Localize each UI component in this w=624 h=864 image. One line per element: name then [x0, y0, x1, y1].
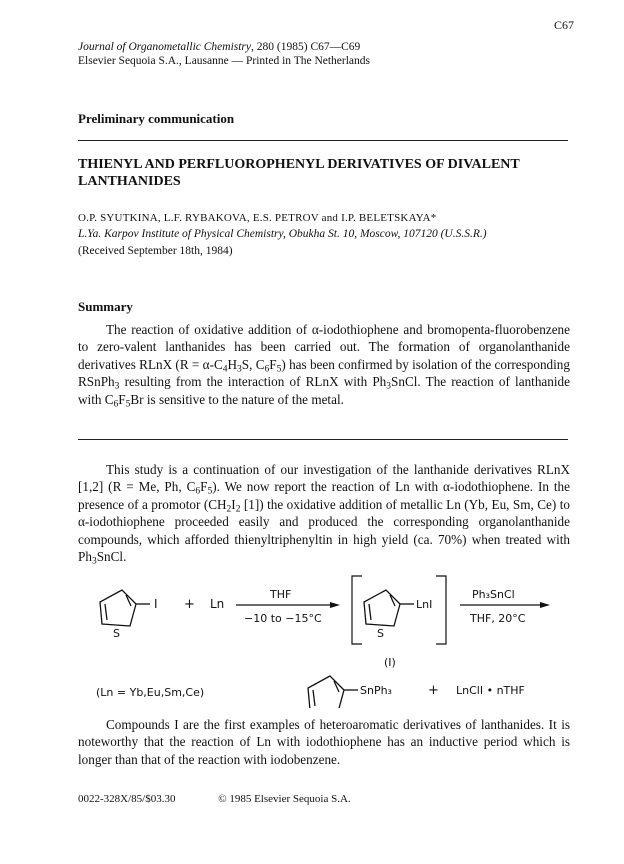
- summary-heading: Summary: [78, 299, 133, 314]
- reagent-label: Ph₃SnCl: [472, 588, 515, 601]
- lanthanide-list: (Ln = Yb,Eu,Sm,Ce): [96, 686, 205, 699]
- sulfur-label: S: [377, 627, 384, 640]
- journal-header: [78, 40, 370, 68]
- condition-temperature: −10 to −15°C: [244, 612, 322, 625]
- reagent-conditions: THF, 20°C: [470, 612, 526, 625]
- journal-name: Journal of Organometallic Chemistry: [78, 41, 252, 53]
- reaction-scheme: [0, 572, 624, 708]
- issn-code: 0022-328X/85/$03.30: [78, 793, 176, 805]
- publisher-line: Elsevier Sequoia S.A., Lausanne — Printed in The Netherlands: [78, 55, 371, 67]
- authors: O.P. SYUTKINA, L.F. RYBAKOVA, E.S. PETROV and I.P. BELETSKAYA*: [78, 212, 437, 224]
- journal-volume: , 280 (1985) C67—C69: [251, 41, 361, 53]
- iodine-label: I: [154, 597, 158, 611]
- thiophene-ring: [364, 590, 414, 626]
- body-paragraph: This study is a continuation of our investigation of the lanthanide derivatives RLnX [1,2] (R = Me, Ph, $C_6F_5$). We now report the reaction of Ln with α-iodothiophene. In the presence of a promotor ($CH_2I_2$ [1]) the oxidative addition of metallic Ln (Yb, Eu, Sm, Ce) to α-iodothiophene proceeded easily and produced the corresponding organolanthanide compounds, which afforded thienyltriphenyltin in high yield (ca. 70%) when treated with $Ph_3SnCl$.: [78, 462, 570, 567]
- section-heading: Preliminary communication: [78, 111, 235, 126]
- divider: [78, 140, 568, 141]
- condition-solvent: THF: [270, 588, 292, 601]
- summary-text: The reaction of oxidative addition of α-iodothiophene and bromopenta-fluorobenzene to zero-valent lanthanides has been carried out. The formation of organolanthanide derivatives RLnX ($R = \alpha-C_4H_3S$, $C_6F_5$) has been confirmed by isolation of the corresponding RSnPh$_3$ resulting from the interaction of RLnX with $Ph_3SnCl$. The reaction of lanthanide with $C_6F_5Br$ is sensitive to the nature of the metal.: [78, 322, 570, 409]
- plus-sign: +: [428, 683, 439, 698]
- footer: [78, 793, 391, 805]
- plus-sign: +: [184, 597, 195, 612]
- lanthanide-label: Ln: [210, 597, 225, 611]
- page-number: C67: [553, 18, 574, 32]
- body-paragraph: Compounds I are the first examples of heteroaromatic derivatives of lanthanides. It is noteworthy that the reaction of Ln with iodothiophene has an inductive period which is longer than that of the reaction with iodobenzene.: [78, 717, 570, 767]
- thiophene-ring: [100, 590, 150, 626]
- copyright: © 1985 Elsevier Sequoia S.A.: [218, 793, 351, 805]
- compound-label: (I): [384, 656, 396, 669]
- affiliation: L.Ya. Karpov Institute of Physical Chemistry, Obukha St. 10, Moscow, 107120 (U.S.S.R.): [78, 228, 487, 240]
- thiophene-ring: [308, 676, 358, 708]
- byproduct-label: LnClI • nTHF: [456, 684, 525, 697]
- stannane-label: SnPh₃: [360, 684, 392, 697]
- sulfur-label: S: [113, 627, 120, 640]
- divider: [78, 439, 568, 440]
- lni-label: LnI: [416, 598, 433, 611]
- paper-title: THIENYL AND PERFLUOROPHENYL DERIVATIVES OF DIVALENT LANTHANIDES: [78, 157, 520, 189]
- received-date: (Received September 18th, 1984): [78, 245, 233, 257]
